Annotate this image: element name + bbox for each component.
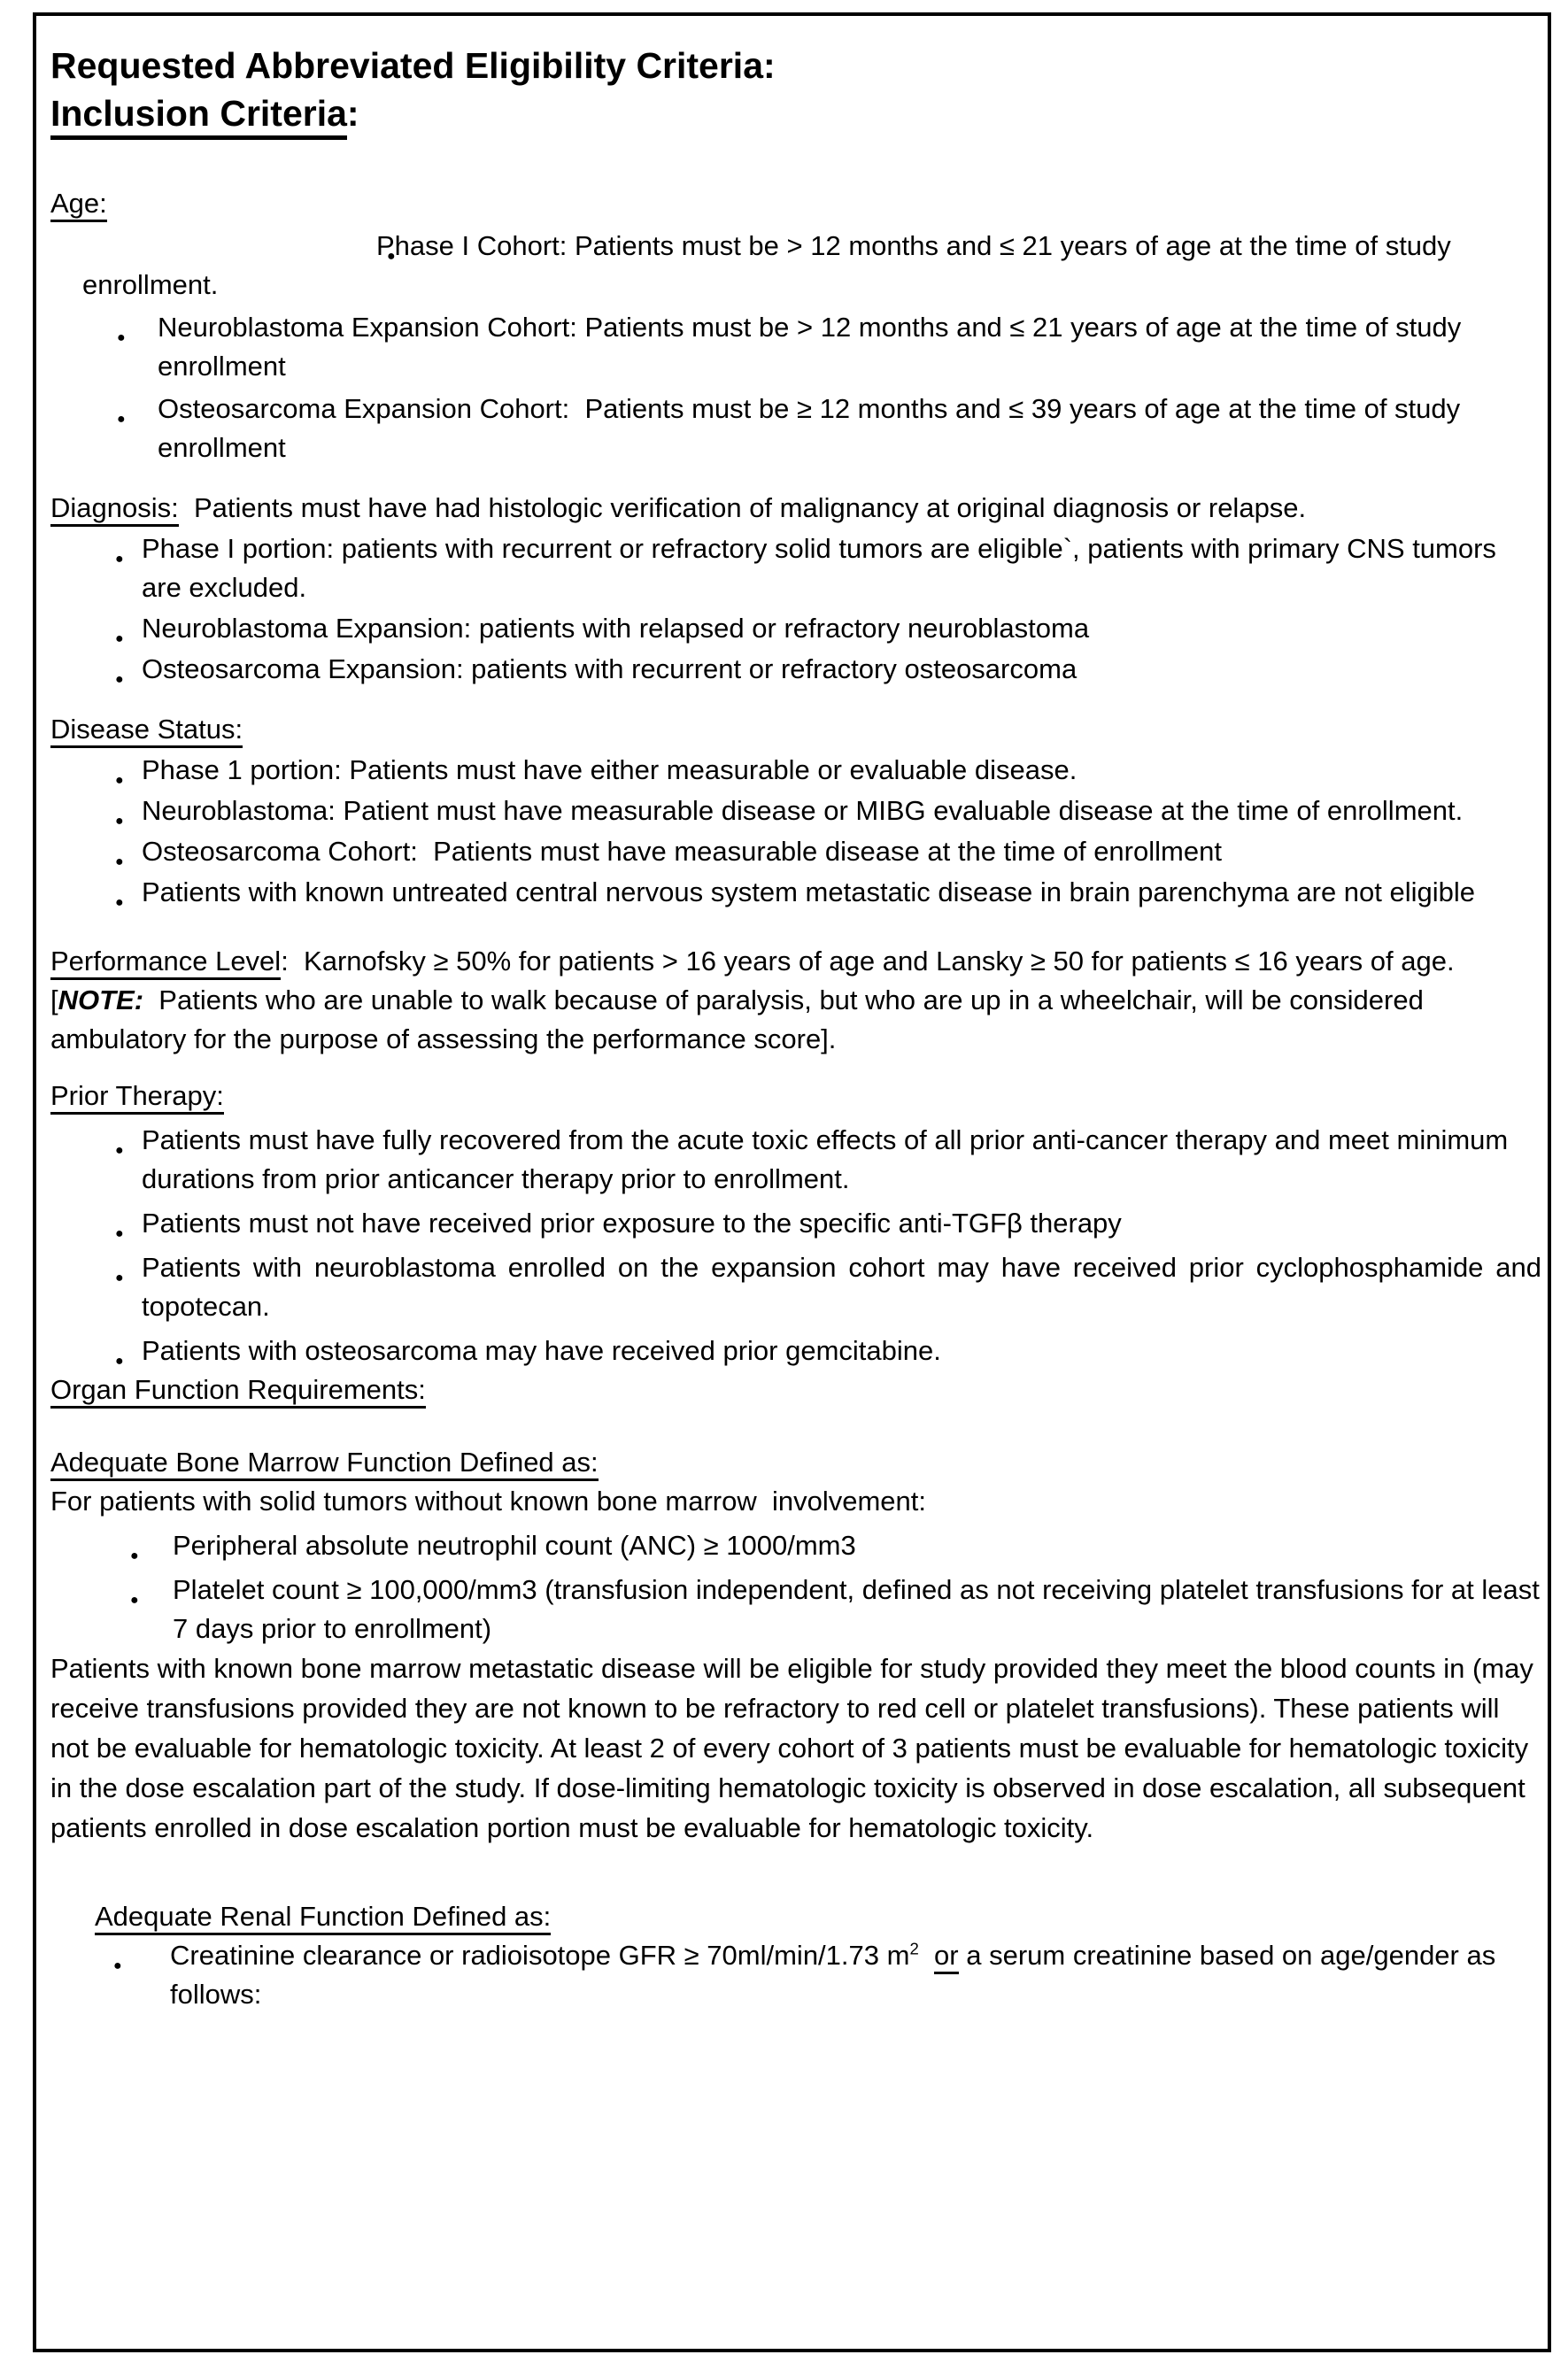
prior-bullet-neuroblastoma-prior-chemo: ● Patients with neuroblastoma enrolled on the expansion cohort may have received prior cyclophosphamide and topotecan. <box>50 1248 1541 1326</box>
disease-bullet-cns-metastatic: ● Patients with known untreated central nervous system metastatic disease in brain parenchyma are not eligible <box>50 873 1541 912</box>
document-content <box>50 16 1549 2014</box>
age-section-heading: Age: <box>50 184 1541 223</box>
age-bullet-neuroblastoma-cohort: ● Neuroblastoma Expansion Cohort: Patients must be > 12 months and ≤ 21 years of age at the time of study enrollment <box>50 308 1541 386</box>
renal-bullet-creatinine: ● Creatinine clearance or radioisotope GFR ≥ 70ml/min/1.73 $m^2$ or a serum creatinine based on age/gender as follows: <box>50 1936 1541 2014</box>
bone-marrow-heading: Adequate Bone Marrow Function Defined as: <box>50 1443 1541 1482</box>
diagnosis-bullet-osteosarcoma: ● Osteosarcoma Expansion: patients with recurrent or refractory osteosarcoma <box>50 650 1541 689</box>
disease-bullet-neuroblastoma: ● Neuroblastoma: Patient must have measurable disease or MIBG evaluable disease at the time of enrollment. <box>50 791 1541 830</box>
prior-bullet-recovered: ● Patients must have fully recovered from the acute toxic effects of all prior anti-cancer therapy and meet minimum durations from prior anticancer therapy prior to enrollment. <box>50 1121 1541 1199</box>
bone-marrow-intro: For patients with solid tumors without known bone marrow involvement: <box>50 1486 926 1517</box>
bone-marrow-bullet-platelets: ● Platelet count ≥ 100,000/mm3 (transfusion independent, defined as not receiving platelet transfusions for at least 7 days prior to enrollment) <box>50 1571 1541 1648</box>
disease-status-heading: Disease Status: <box>50 710 1541 749</box>
diagnosis-bullet-phase1: ● Phase I portion: patients with recurrent or refractory solid tumors are eligible`, patients with primary CNS tumors are excluded. <box>50 529 1541 607</box>
prior-bullet-no-tgfb-exposure: ● Patients must not have received prior exposure to the specific anti-TGFβ therapy <box>50 1204 1541 1243</box>
age-bullet-phase1-cohort: ● Phase I Cohort: Patients must be > 12 months and ≤ 21 years of age at the time of study enrollment. <box>50 227 1541 305</box>
disease-bullet-osteosarcoma: ● Osteosarcoma Cohort: Patients must have measurable disease at the time of enrollment <box>50 832 1541 871</box>
prior-therapy-heading: Prior Therapy: <box>50 1077 1541 1116</box>
diagnosis-bullet-neuroblastoma: ● Neuroblastoma Expansion: patients with relapsed or refractory neuroblastoma <box>50 609 1541 648</box>
performance-level-paragraph: Performance Level: Karnofsky ≥ 50% for patients > 16 years of age and Lansky ≥ 50 for patients ≤ 16 years of age. [NOTE: Patients who are unable to walk because of paralysis, but who are up in a wheelchair, will be considered ambulatory for the purpose of assessing the performance score]. <box>50 946 1470 1054</box>
disease-bullet-phase1: ● Phase 1 portion: Patients must have either measurable or evaluable disease. <box>50 751 1541 790</box>
bone-marrow-bullet-anc: ● Peripheral absolute neutrophil count (ANC) ≥ 1000/mm3 <box>50 1526 1541 1565</box>
renal-function-heading: Adequate Renal Function Defined as: <box>95 1897 1541 1936</box>
document-title: Requested Abbreviated Eligibility Criteria: <box>50 45 776 86</box>
document-subtitle: Inclusion Criteria: <box>50 90 1541 136</box>
bone-marrow-paragraph: Patients with known bone marrow metastatic disease will be eligible for study provided they meet the blood counts in (may receive transfusions provided they are not known to be refractory to red cell or platelet transfusions). These patients will not be evaluable for hematologic toxicity. At least 2 of every cohort of 3 patients must be evaluable for hematologic toxicity in the dose escalation part of the study. If dose-limiting hematologic toxicity is observed in dose escalation, all subsequent patients enrolled in dose escalation portion must be evaluable for hematologic toxicity. <box>50 1653 1541 1843</box>
organ-function-heading: Organ Function Requirements: <box>50 1370 1541 1409</box>
age-bullet-osteosarcoma-cohort: ● Osteosarcoma Expansion Cohort: Patients must be ≥ 12 months and ≤ 39 years of age at the time of study enrollment <box>50 390 1541 467</box>
diagnosis-section-lead: Diagnosis: Patients must have had histologic verification of malignancy at original diagnosis or relapse. <box>50 489 1541 528</box>
prior-bullet-osteosarcoma-gemcitabine: ● Patients with osteosarcoma may have received prior gemcitabine. <box>50 1332 1541 1370</box>
